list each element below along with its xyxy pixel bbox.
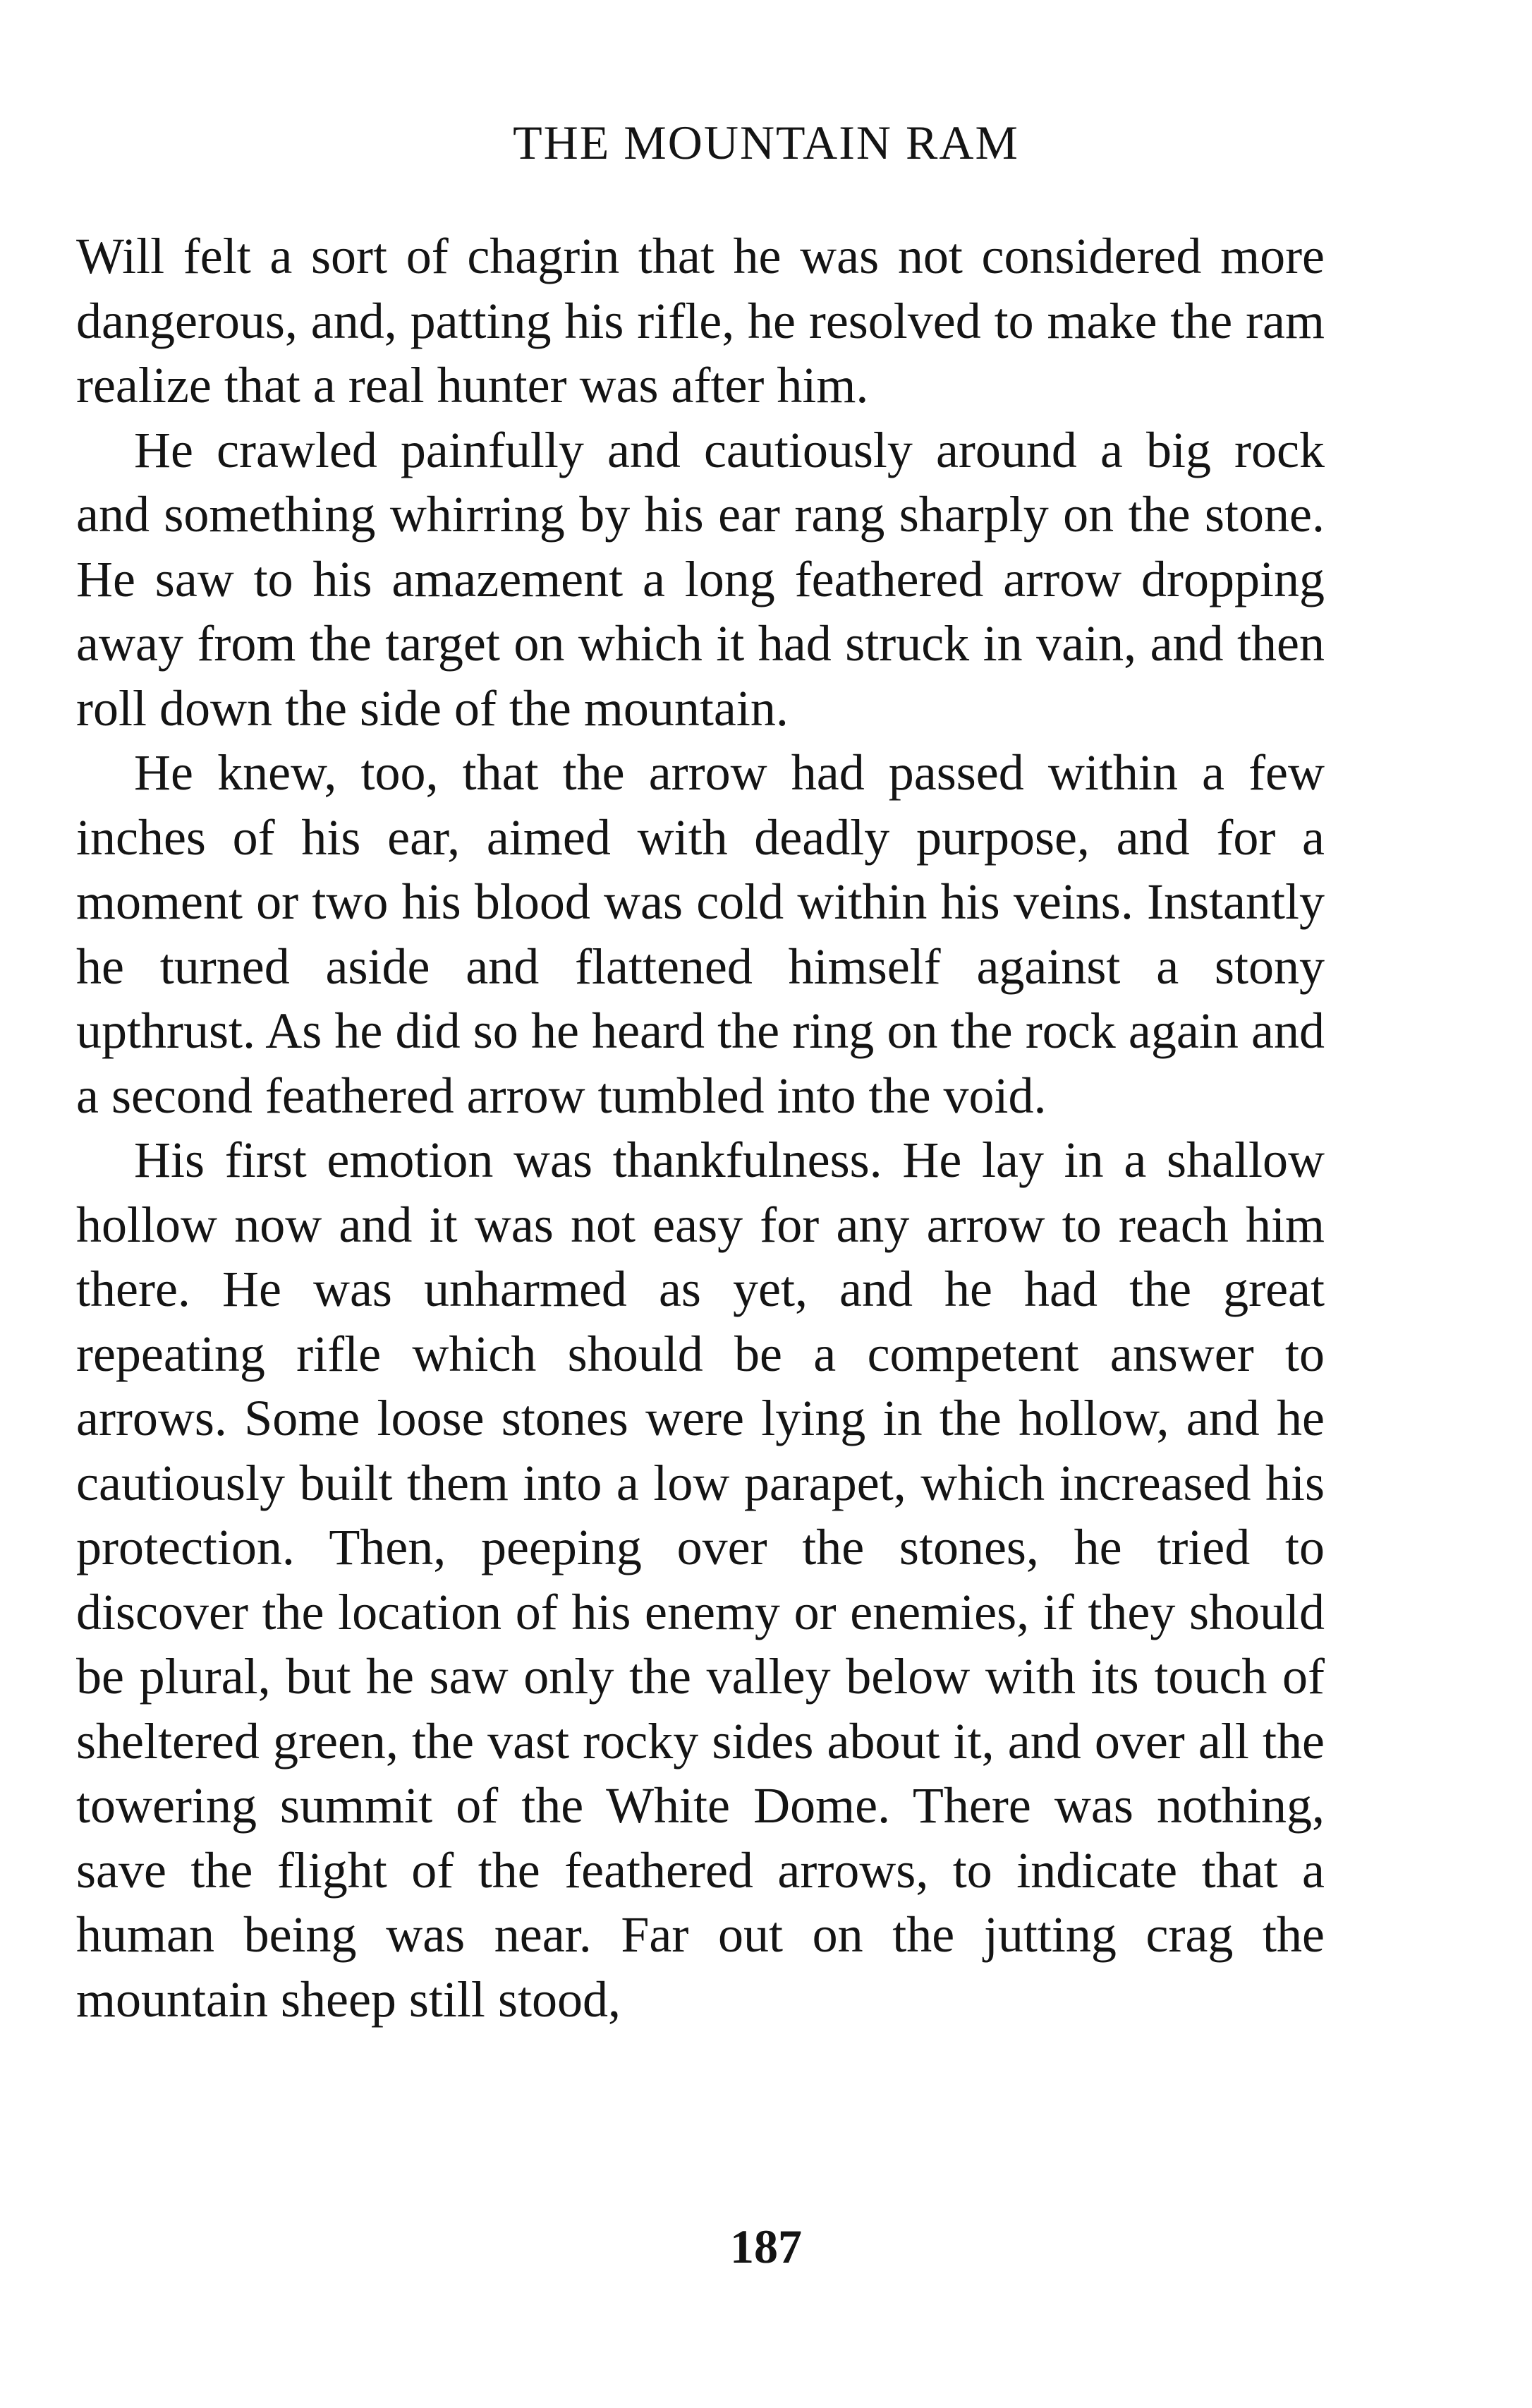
paragraph-4: His first emotion was thankfulness. He lay in a shallow hollow now and it was not easy for any arrow to reach him there. He was unharmed as yet, and he had the great repeating rifle which should be a competent answer to arrows. Some loose stones were lying in the hollow, and he cautiously built them into a low parapet, which increased his protection. Then, peeping over the stones, he tried to discover the location of his enemy or enemies, if they should be plural, but he saw only the valley below with its touch of sheltered green, the vast rocky sides about it, and over all the towering summit of the White Dome. There was nothing, save the flight of the feathered arrows, to indicate that a human being was near. Far out on the jutting crag the mountain sheep still stood, — [76, 1132, 1325, 2028]
paragraph-1: Will felt a sort of chagrin that he was not considered more dangerous, and, patting his rifle, he resolved to make the ram realize that a real hunter was after him. — [76, 228, 1325, 413]
running-head: THE MOUNTAIN RAM — [513, 116, 1019, 169]
body-text — [76, 224, 1325, 2032]
paragraph-2: He crawled painfully and cautiously around a big rock and something whirring by his ear rang sharply on the stone. He saw to his amazement a long feathered arrow dropping away from the target on which it had struck in vain, and then roll down the side of the mountain. — [76, 421, 1325, 737]
paragraph-3: He knew, too, that the arrow had passed within a few inches of his ear, aimed with deadly purpose, and for a moment or two his blood was cold within his veins. Instantly he turned aside and flattened himself against a stony upthrust. As he did so he heard the ring on the rock again and a second feathered arrow tumbled into the void. — [76, 744, 1325, 1124]
page-number: 187 — [730, 2220, 802, 2273]
